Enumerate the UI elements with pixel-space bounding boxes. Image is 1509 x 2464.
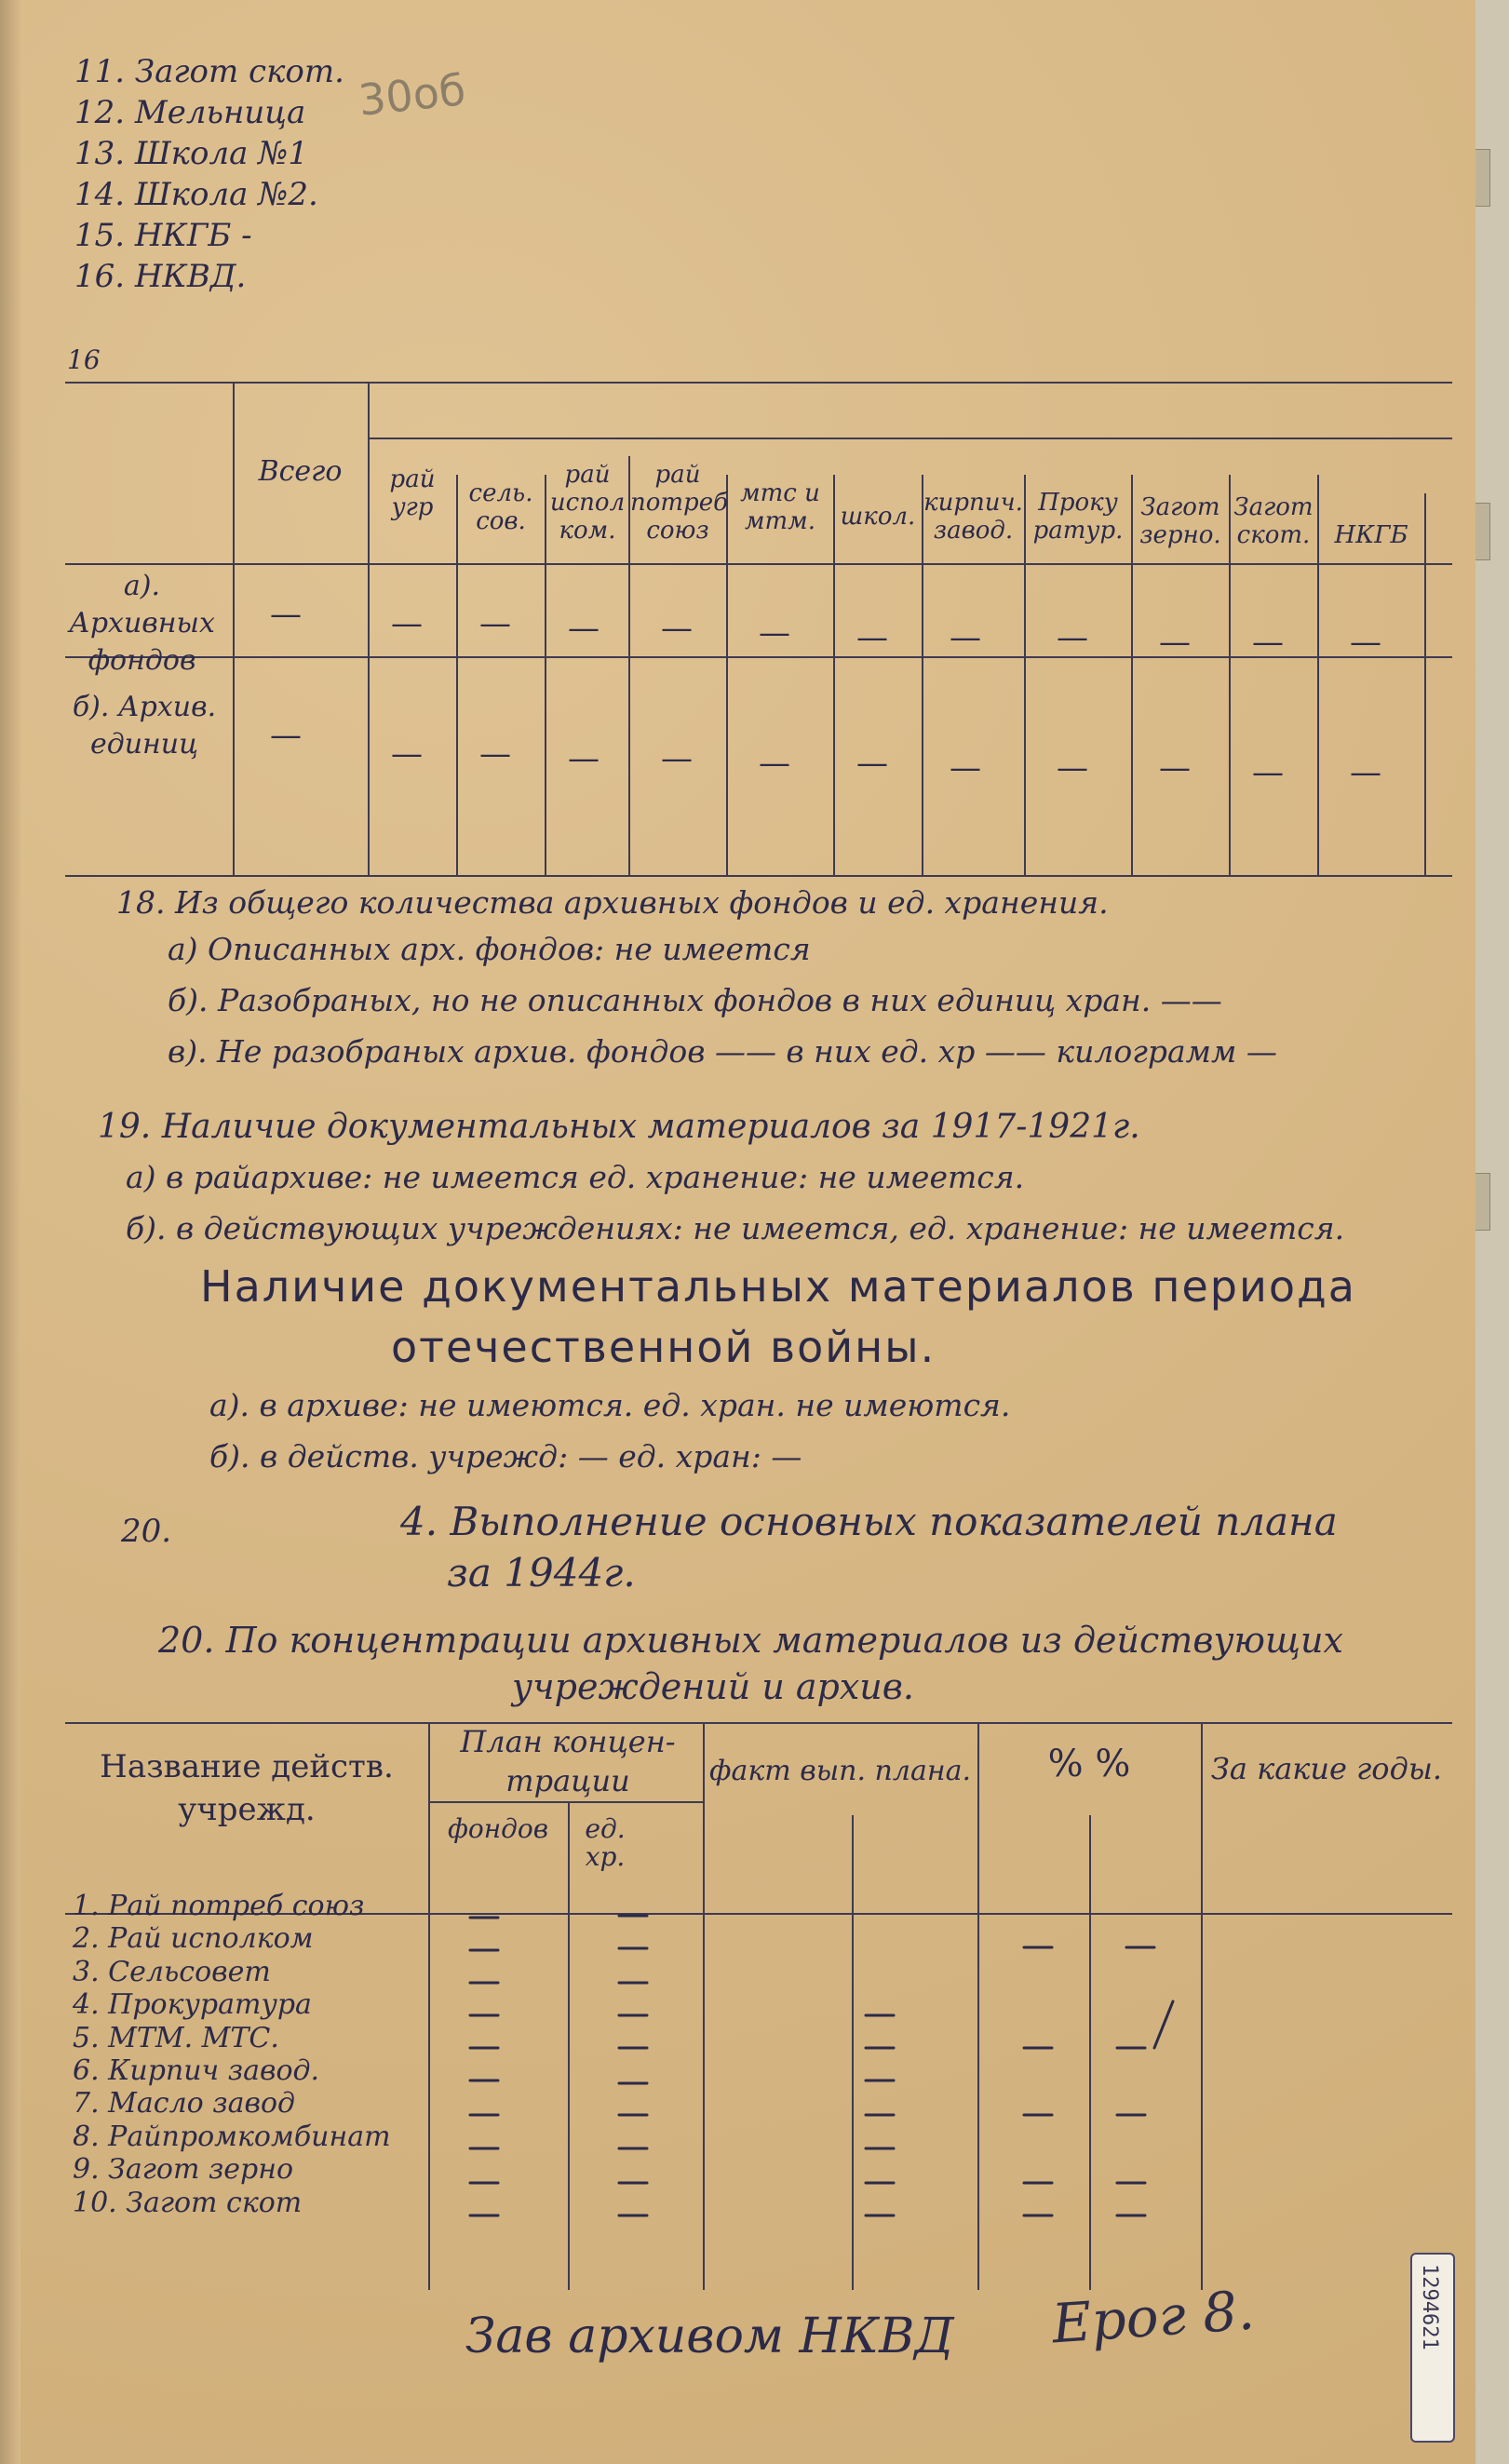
table-cell: — — [661, 740, 693, 777]
plan-heading-1: 4. Выполнение основных показателей плана — [400, 1499, 1338, 1544]
institution-list — [73, 1890, 391, 2219]
table-cell: — — [479, 605, 511, 642]
table-cell: — — [1159, 749, 1191, 787]
table-cell: — — [1252, 624, 1284, 661]
table-cell: — — [1350, 754, 1381, 791]
col-header: Проку ратур. — [1032, 489, 1124, 545]
table-cell: — — [391, 605, 423, 642]
list-item: 11. Загот скот. — [74, 53, 344, 90]
table-cell: — — [568, 610, 600, 647]
col-fact: факт вып. плана. — [708, 1755, 972, 1787]
war-title-1: Наличие документальных материалов периода — [200, 1261, 1356, 1312]
section-19-b: б). в действующих учреждениях: не имеется, ед. хранение: не имеется. — [126, 1210, 1345, 1246]
table-cell: — — [1350, 624, 1381, 661]
col-header: Загот скот. — [1233, 493, 1314, 549]
table-cell: — — [1057, 619, 1088, 656]
section-19-title: 19. Наличие документальных материалов за 1917-1921г. — [98, 1108, 1140, 1146]
col-plan: План концен- трации — [460, 1724, 676, 1798]
table-dashes — [428, 1899, 1229, 2290]
list-item: 15. НКГБ - — [74, 217, 252, 254]
table-cell: — — [1159, 624, 1191, 661]
col-header: рай потреб союз — [630, 461, 728, 545]
table-cell: — — [1252, 754, 1284, 791]
table-cell: — — [856, 745, 888, 782]
list-item: 14. Школа №2. — [74, 176, 318, 213]
table-cell: — — [759, 745, 790, 782]
table-cell: — — [1057, 749, 1088, 787]
table-row: 2. Рай исполком — [73, 1922, 314, 1956]
table-cell: — — [568, 740, 600, 777]
plan-heading-2: за 1944г. — [447, 1550, 636, 1596]
table-row: 1. Рай потреб союз — [73, 1890, 365, 1922]
table-row: 9. Загот зерно — [73, 2153, 294, 2187]
row-label: а). Архивных фондов — [69, 570, 215, 677]
archive-stamp — [1410, 2253, 1455, 2443]
col-header: НКГБ — [1334, 521, 1408, 549]
binding-shadow — [0, 0, 20, 2464]
section-18-b: б). Разобраных, но не описанных фондов в них единиц хран. —— — [168, 982, 1222, 1018]
war-b: б). в действ. учрежд: — ед. хран: — — [209, 1438, 802, 1474]
col-header: Загот зерно. — [1139, 493, 1221, 549]
section-20-text-2: учреждений и архив. — [512, 1666, 914, 1707]
table-cell: — — [270, 596, 302, 633]
col-plan-units: ед. хр. — [585, 1813, 626, 1872]
col-header: кирпич. завод. — [923, 489, 1023, 545]
col-header: сель. сов. — [468, 479, 533, 535]
table-row: 6. Кирпич завод. — [73, 2054, 320, 2088]
table-row: 5. МТМ. МТС. — [73, 2021, 279, 2054]
row-label: б). Архив. единиц — [72, 691, 217, 761]
table-row: 7. Масло завод — [73, 2087, 296, 2121]
section-18-title: 18. Из общего количества архивных фондов и ед. хранения. — [116, 884, 1109, 921]
header-list — [74, 51, 344, 297]
col-years: За какие годы. — [1210, 1751, 1443, 1786]
col-total: Всего — [258, 455, 343, 488]
table-cell: — — [391, 735, 423, 773]
signature: Ерог 8. — [1049, 2278, 1257, 2356]
col-header: школ. — [840, 503, 916, 531]
list-item: 13. Школа №1 — [74, 135, 308, 172]
table-row-number: 16 — [67, 344, 101, 375]
section-18-a: а) Описанных арх. фондов: не имеется — [168, 931, 811, 967]
col-percent: % % — [1047, 1743, 1131, 1785]
table-row: 8. Райпромкомбинат — [73, 2120, 391, 2153]
table-cell: — — [270, 717, 302, 754]
table-cell: — — [661, 610, 693, 647]
war-title-2: отечественной войны. — [391, 1322, 936, 1372]
table-cell: — — [856, 619, 888, 656]
table-cell: — — [479, 735, 511, 773]
col-plan-funds: фондов — [447, 1813, 549, 1844]
col-header: мтс и мтм. — [740, 479, 820, 535]
table-row: 3. Сельсовет — [73, 1955, 271, 1988]
section-20-number: 20. — [121, 1513, 172, 1550]
war-a: а). в архиве: не имеются. ед. хран. не имеются. — [209, 1387, 1011, 1423]
table-row: 10. Загот скот — [73, 2186, 303, 2219]
section-18-c: в). Не разобраных архив. фондов —— в них ед. хр —— килограмм — — [168, 1033, 1277, 1070]
signature-title: Зав архивом НКВД — [465, 2309, 954, 2364]
col-header: рай испол ком. — [549, 461, 626, 545]
table-row: 4. Прокуратура — [73, 1988, 312, 2022]
table-cell: — — [950, 619, 981, 656]
pencil-page-number: 30об — [356, 64, 468, 126]
section-20-text-1: 20. По концентрации архивных материалов из действующих — [158, 1620, 1343, 1661]
col-name: Название действ. учрежд. — [100, 1748, 394, 1828]
list-item: 12. Мельница — [74, 94, 306, 131]
table-cell: — — [759, 614, 790, 652]
list-item: 16. НКВД. — [74, 258, 247, 295]
table-cell: — — [950, 749, 981, 787]
stamp-number: 1294621 — [1418, 2264, 1441, 2350]
section-19-a: а) в райархиве: не имеется ед. хранение: не имеется. — [126, 1159, 1025, 1195]
col-header: рай угр — [389, 465, 436, 521]
